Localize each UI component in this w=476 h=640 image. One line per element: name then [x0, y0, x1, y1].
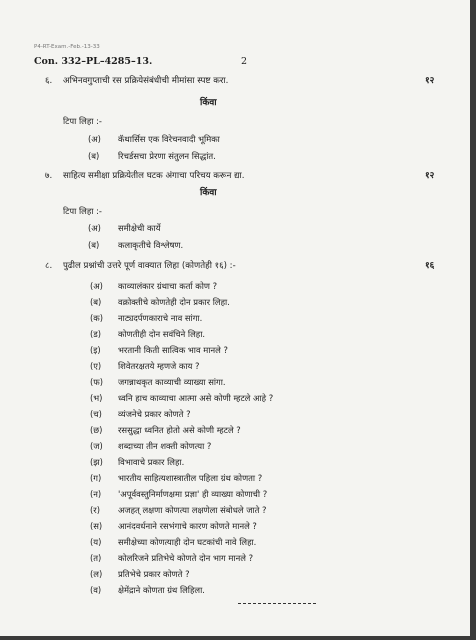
- scan-edge-bottom: [0, 636, 476, 640]
- question-8-number: ८.: [45, 261, 53, 271]
- question-6-item-label: (अ): [88, 134, 101, 144]
- question-7-item-label: (अ): [88, 223, 101, 233]
- question-6-marks: १२: [425, 76, 435, 86]
- question-6-item-text: कॅथार्सिस एक विरेचनवादी भूमिका: [118, 134, 220, 144]
- question-7-text: साहित्य समीक्षा प्रक्रियेतील घटक अंगाचा परिचय करून द्या.: [63, 171, 245, 181]
- question-8-item-label: (ड): [90, 329, 102, 339]
- question-8-item-label: (ए): [90, 361, 102, 371]
- question-8-item-label: (क): [90, 313, 103, 323]
- question-8-text: पुढील प्रश्नांची उत्तरे पूर्ण वाक्यात लिहा (कोणतेही १६) :-: [63, 261, 236, 271]
- question-8-item-text: प्रतिभेचे प्रकार कोणते ?: [118, 569, 190, 579]
- question-7-item-text: समीक्षेची कार्ये: [118, 223, 161, 233]
- page-number: 2: [241, 56, 248, 67]
- question-7-or: किंवा: [200, 188, 217, 198]
- question-8-item-text: कोलरिजने प्रतिभेचे कोणते दोन भाग मानले ?: [118, 553, 254, 563]
- question-7-item-text: कलाकृतीचे विश्लेषण.: [118, 240, 184, 250]
- question-6-item-text: रिचर्डसचा प्रेरणा संतुलन सिद्धांत.: [118, 151, 216, 161]
- question-8-item-text: वक्रोक्तीचे कोणतेही दोन प्रकार लिहा.: [118, 297, 230, 307]
- question-7-number: ७.: [45, 171, 53, 181]
- question-8-item-text: शब्दाच्या तीन शक्ती कोणत्या ?: [118, 441, 212, 451]
- con-code: Con. 332–PL–4285–13.: [34, 56, 153, 67]
- question-8-item-label: (य): [90, 537, 102, 547]
- question-6-number: ६.: [45, 76, 53, 86]
- end-divider: [238, 603, 316, 604]
- question-8-item-text: जगन्नाथकृत काव्याची व्याख्या सांगा.: [118, 377, 226, 387]
- question-6-item-label: (ब): [88, 151, 100, 161]
- question-8-item-label: (अ): [90, 281, 103, 291]
- question-8-item-label: (फ): [90, 377, 103, 387]
- question-8-item-label: (च): [90, 409, 102, 419]
- scan-edge-right: [470, 0, 476, 640]
- question-8-item-text: 'अपूर्ववस्तुनिर्माणक्षमा प्रज्ञा' ही व्याख्या कोणाची ?: [118, 489, 268, 499]
- question-8-item-text: समीक्षेच्या कोणत्याही दोन घटकांची नावे लिहा.: [118, 537, 257, 547]
- question-8-item-label: (त): [90, 553, 102, 563]
- question-8-item-label: (झ): [90, 457, 103, 467]
- question-8-item-label: (ज): [90, 441, 103, 451]
- header-code: P4-RT-Exam.-Feb.-13-33: [34, 44, 100, 50]
- question-8-item-label: (ल): [90, 569, 103, 579]
- question-8-item-text: ध्वनि हाच काव्याचा आत्मा असे कोणी म्हटले आहे ?: [118, 393, 274, 403]
- question-8-item-label: (छ): [90, 425, 103, 435]
- question-6-or: किंवा: [200, 98, 217, 108]
- question-8-item-text: भारतीय साहित्यशास्त्रातील पहिला ग्रंथ कोणता ?: [118, 473, 263, 483]
- question-8-item-text: काव्यालंकार ग्रंथाचा कर्ता कोण ?: [118, 281, 218, 291]
- question-8-item-text: आनंदवर्धनाने रसभंगाचे कारण कोणते मानले ?: [118, 521, 257, 531]
- question-8-item-text: व्यंजनेचे प्रकार कोणते ?: [118, 409, 191, 419]
- question-7-marks: १२: [425, 171, 435, 181]
- question-8-item-label: (ब): [90, 297, 102, 307]
- question-8-item-text: क्षेमेंद्राने कोणता ग्रंथ लिहिला.: [118, 585, 205, 595]
- question-7-item-label: (ब): [88, 240, 100, 250]
- question-8-item-label: (इ): [90, 345, 101, 355]
- question-8-item-text: विभावाचे प्रकार लिहा.: [118, 457, 185, 467]
- question-8-item-label: (व): [90, 585, 102, 595]
- question-8-item-text: अजहत् लक्षणा कोणत्या लक्षणेला संबोधले जाते ?: [118, 505, 267, 515]
- question-8-item-label: (भ): [90, 393, 103, 403]
- question-8-item-label: (र): [90, 505, 100, 515]
- question-7-note: टिपा लिहा :-: [63, 206, 102, 216]
- question-8-item-label: (न): [90, 489, 102, 499]
- question-8-marks: १६: [425, 261, 435, 271]
- question-8-item-label: (ग): [90, 473, 102, 483]
- question-8-item-text: कोणतीही दोन सवंचिने लिहा.: [118, 329, 206, 339]
- question-6-text: अभिनवगुप्ताची रस प्रक्रियेसंबंधीची मीमांसा स्पष्ट करा.: [63, 76, 229, 86]
- question-8-item-label: (स): [90, 521, 103, 531]
- question-8-item-text: शिवेतरक्षतये म्हणजे काय ?: [118, 361, 200, 371]
- question-8-item-text: नाट्यदर्पणकाराचे नाव सांगा.: [118, 313, 203, 323]
- question-8-item-text: रससुद्धा ध्वनित होतो असे कोणी म्हटले ?: [118, 425, 241, 435]
- question-8-item-text: भरतानी किती सात्विक भाव मानले ?: [118, 345, 228, 355]
- question-6-note: टिपा लिहा :-: [63, 116, 102, 126]
